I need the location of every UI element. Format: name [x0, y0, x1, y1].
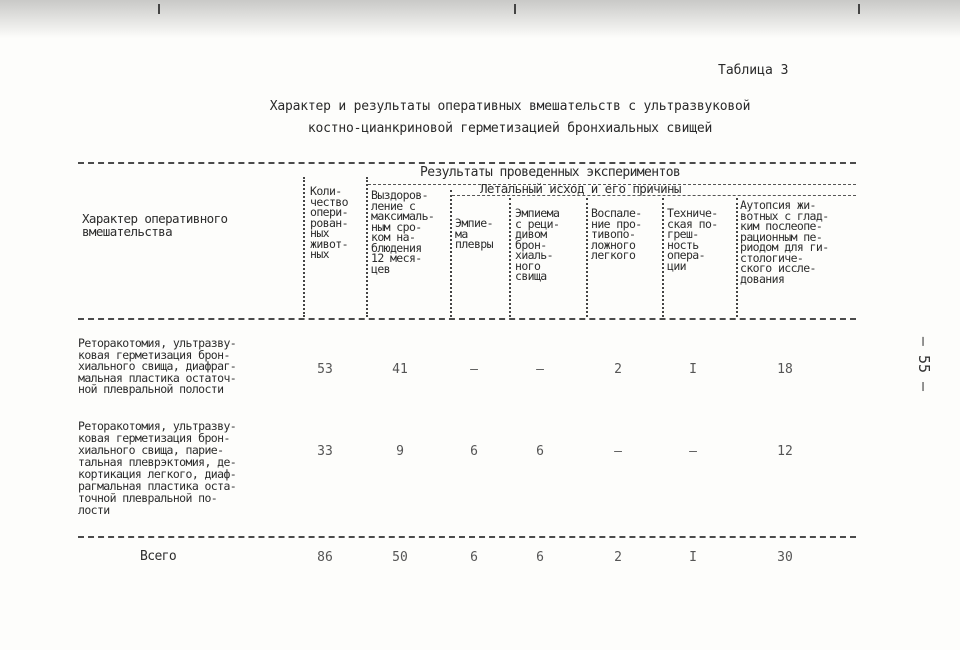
row2-technical: – — [689, 444, 697, 459]
header-empyema: Эмпие- ма плевры — [455, 216, 493, 251]
col-separator — [736, 198, 738, 317]
row1-count: 53 — [317, 362, 333, 377]
total-recovery: 50 — [392, 550, 408, 565]
col-separator — [303, 177, 305, 317]
total-label: Всего — [140, 549, 177, 564]
scan-edge — [0, 0, 960, 38]
row1-technical: I — [689, 362, 697, 377]
scan-mark — [514, 4, 516, 14]
header-character: Характер оперативного вмешательства — [82, 211, 228, 239]
header-group-results: Результаты проведенных экспериментов — [420, 165, 681, 180]
col-separator — [586, 198, 588, 317]
col-separator — [450, 190, 452, 317]
row1-autopsy: 18 — [777, 362, 793, 377]
scan-mark — [158, 4, 160, 14]
row2-empyema-recurrent: 6 — [536, 444, 544, 459]
title-line-2: костно-цианкриновой герметизацией бронхиальных свищей — [307, 121, 713, 136]
total-pneumonia: 2 — [614, 550, 622, 565]
table-top-rule — [78, 162, 856, 164]
header-pneumonia: Воспале- ние про- тивопо- ложного легкого — [591, 206, 642, 262]
total-technical: I — [689, 550, 697, 565]
row1-empyema: – — [470, 362, 478, 377]
row2-count: 33 — [317, 444, 333, 459]
header-group-lethal: Летальный исход и его причины — [480, 181, 681, 196]
row2-autopsy: 12 — [777, 444, 793, 459]
total-empyema: 6 — [470, 550, 478, 565]
total-autopsy: 30 — [777, 550, 793, 565]
header-bottom-rule — [78, 318, 856, 320]
total-empyema-recurrent: 6 — [536, 550, 544, 565]
header-technical: Техниче- ская по- греш- ность опера- ции — [667, 206, 718, 273]
col-separator — [662, 198, 664, 317]
scan-mark — [858, 4, 860, 14]
total-count: 86 — [317, 550, 333, 565]
page-number: – 55 – — [915, 336, 934, 392]
col-separator — [366, 177, 368, 317]
row2-empyema: 6 — [470, 444, 478, 459]
header-count: Коли- чество опери- рован- ных живот- ных — [310, 184, 348, 261]
row1-recovery: 41 — [392, 362, 408, 377]
row2-label: Реторакотомия, ультразву- ковая герметизация брон- хиального свища, парие- тальная плеврэктомия, де- кортикация легкого, диаф- рагмальная пластика оста- точной плевральной по- лости — [78, 419, 237, 517]
row2-recovery: 9 — [396, 444, 404, 459]
col-separator — [509, 198, 511, 317]
table-title — [180, 96, 840, 140]
table-number: Таблица 3 — [718, 63, 789, 78]
header-recovery: Выздоров- ление с максималь- ным сро- ком на- блюдения 12 меся- цев — [371, 188, 435, 276]
header-autopsy: Аутопсия жи- вотных с глад- ким послеопе- рационным пе- риодом для ги- стологиче- ского иссле- дования — [740, 198, 829, 286]
title-line-1: Характер и результаты оперативных вмешательств с ультразвуковой — [269, 99, 751, 114]
total-rule — [78, 536, 856, 538]
row2-pneumonia: – — [614, 444, 622, 459]
header-empyema-recurrent: Эмпиема с реци- дивом брон- хиаль- ного свища — [515, 206, 560, 283]
row1-label: Реторакотомия, ультразву- ковая герметизация брон- хиального свища, диафраг- мальная пластика остаточ- ной плевральной полости — [78, 336, 237, 396]
row1-pneumonia: 2 — [614, 362, 622, 377]
row1-empyema-recurrent: – — [536, 362, 544, 377]
